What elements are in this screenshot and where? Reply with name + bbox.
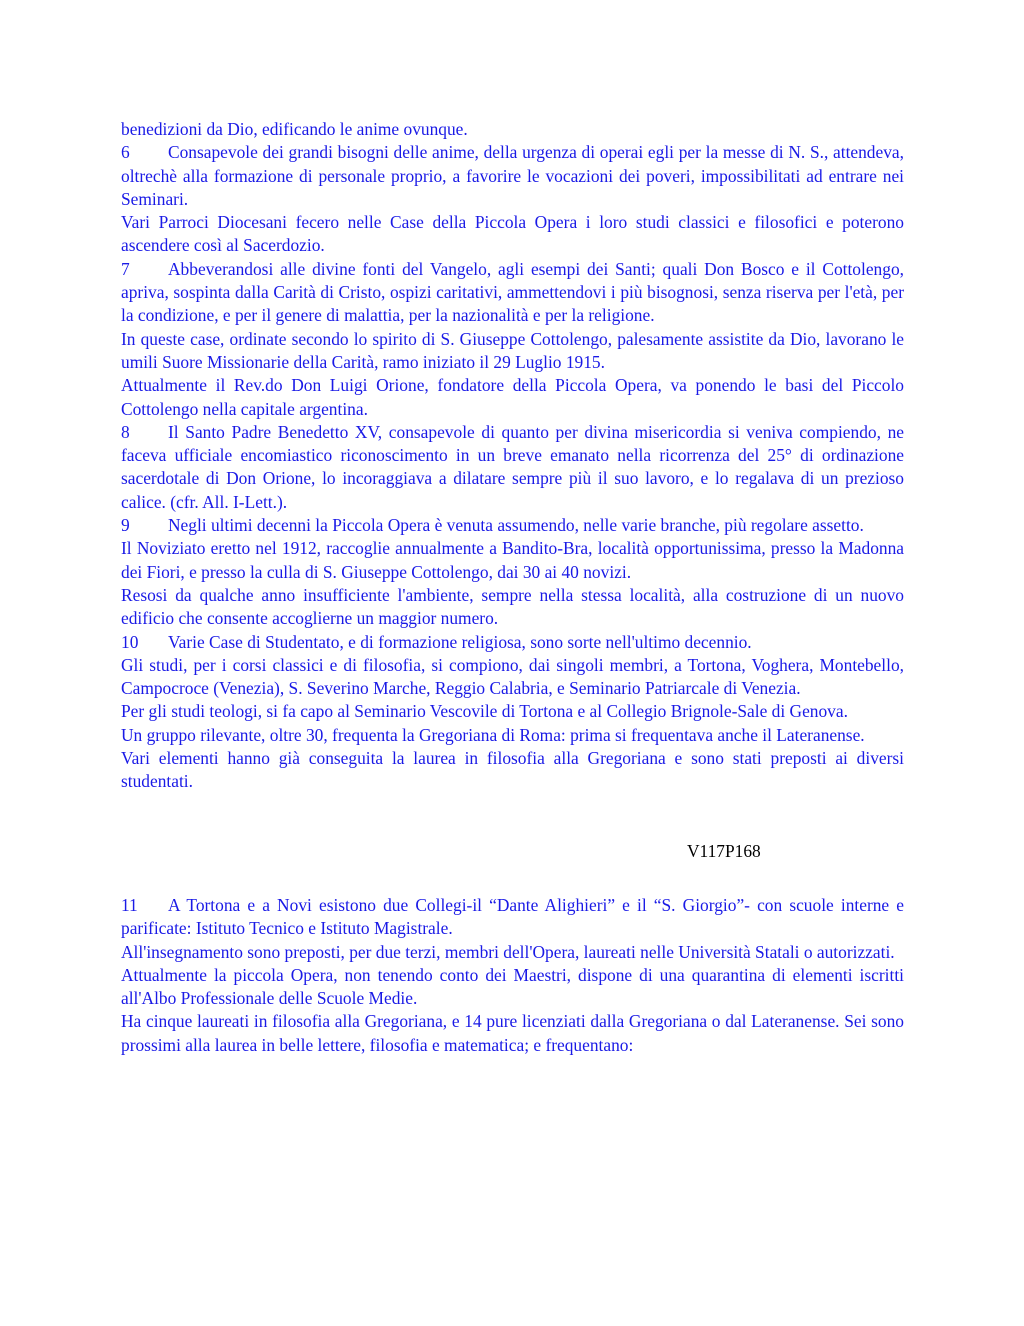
paragraph: [121, 941, 904, 964]
spacer: [121, 794, 904, 840]
paragraph-text: Consapevole dei grandi bisogni delle anime, della urgenza di operai egli per la messe di N. S., attendeva, oltrechè alla formazione di personale proprio, a favorire le vocazioni dei poveri, impossibilitati ad entrare nei Seminari.: [121, 142, 904, 209]
page-marker-text: V117P168: [687, 840, 761, 861]
document-page: [121, 118, 904, 1057]
paragraph-text: Negli ultimi decenni la Piccola Opera è venuta assumendo, nelle varie branche, più regolare assetto.: [168, 515, 864, 536]
paragraph-text: Vari Parroci Diocesani fecero nelle Case della Piccola Opera i loro studi classici e filosofici e poterono ascendere così al Sacerdozio.: [121, 212, 904, 256]
paragraph-text: Per gli studi teologi, si fa capo al Seminario Vescovile di Tortona e al Collegio Brignole-Sale di Genova.: [121, 701, 848, 722]
paragraph: [121, 211, 904, 258]
paragraph: [121, 1010, 904, 1057]
bottom-text-block: [121, 894, 904, 1057]
paragraph: [121, 118, 904, 141]
paragraph: [121, 421, 904, 514]
spacer: [121, 863, 904, 894]
paragraph: [121, 374, 904, 421]
paragraph-text: All'insegnamento sono preposti, per due terzi, membri dell'Opera, laureati nelle Università Statali o autorizzati.: [121, 941, 895, 962]
paragraph: [121, 894, 904, 941]
top-text-block: [121, 118, 904, 794]
paragraph-text: Ha cinque laureati in filosofia alla Gregoriana, e 14 pure licenziati dalla Gregoriana o dal Lateranense. Sei sono prossimi alla laurea in belle lettere, filosofia e matematica; e frequentano:: [121, 1011, 904, 1055]
paragraph-text: Il Noviziato eretto nel 1912, raccoglie annualmente a Bandito-Bra, località opportunissima, presso la Madonna dei Fiori, e presso la culla di S. Giuseppe Cottolengo, dai 30 ai 40 novizi.: [121, 538, 904, 582]
paragraph-text: Il Santo Padre Benedetto XV, consapevole di quanto per divina misericordia si veniva compiendo, ne faceva ufficiale encomiastico riconoscimento in un breve emanato nella ricorrenza del 25° di ordinazione sacerdotale di Don Orione, lo incoraggiava a dilatare sempre più il suo lavoro, e lo regalava di un prezioso calice. (cfr. All. I-Lett.).: [121, 421, 904, 512]
paragraph: [121, 964, 904, 1011]
paragraph-text: Un gruppo rilevante, oltre 30, frequenta la Gregoriana di Roma: prima si frequentava anche il Lateranense.: [121, 724, 865, 745]
paragraph: [121, 631, 904, 654]
paragraph: [121, 700, 904, 723]
paragraph: [121, 724, 904, 747]
paragraph-text: In queste case, ordinate secondo lo spirito di S. Giuseppe Cottolengo, palesamente assistite da Dio, lavorano le umili Suore Missionarie della Carità, ramo iniziato il 29 Luglio 1915.: [121, 328, 904, 372]
paragraph-text: Attualmente la piccola Opera, non tenendo conto dei Maestri, dispone di una quarantina di elementi iscritti all'Albo Professionale delle Scuole Medie.: [121, 964, 904, 1009]
paragraph-text: Attualmente il Rev.do Don Luigi Orione, fondatore della Piccola Opera, va ponendo le basi del Piccolo Cottolengo nella capitale argentina.: [121, 375, 904, 419]
paragraph-text: Varie Case di Studentato, e di formazione religiosa, sono sorte nell'ultimo decennio.: [168, 631, 752, 652]
paragraph-text: Resosi da qualche anno insufficiente l'ambiente, sempre nella stessa località, alla costruzione di un nuovo edificio che consente accoglierne un maggior numero.: [121, 584, 904, 629]
paragraph-text: Abbeverandosi alle divine fonti del Vangelo, agli esempi dei Santi; quali Don Bosco e il Cottolengo, apriva, sospinta dalla Carità di Cristo, ospizi caritativi, ammettendovi i più bisognosi, senza riserva per l'età, per la condizione, e per il genere di malattia, per la nazionalità e per la religione.: [121, 258, 904, 326]
paragraph-number: 7: [121, 258, 130, 279]
paragraph-number: 9: [121, 515, 130, 536]
paragraph: [121, 654, 904, 701]
paragraph: [121, 258, 904, 328]
paragraph: [121, 747, 904, 794]
paragraph-number: 6: [121, 142, 130, 163]
paragraph: [121, 141, 904, 211]
paragraph-number: 10: [121, 631, 139, 652]
paragraph-number: 8: [121, 421, 130, 442]
paragraph: [121, 514, 904, 537]
page-marker: [121, 840, 904, 863]
paragraph: [121, 328, 904, 375]
paragraph-text: A Tortona e a Novi esistono due Collegi-il “Dante Alighieri” e il “S. Giorgio”- con scuole interne e parificate: Istituto Tecnico e Istituto Magistrale.: [121, 894, 904, 939]
paragraph-text: Vari elementi hanno già conseguita la laurea in filosofia alla Gregoriana e sono stati preposti ai diversi studentati.: [121, 748, 904, 792]
paragraph: [121, 584, 904, 631]
paragraph-number: 11: [121, 894, 138, 915]
paragraph: [121, 537, 904, 584]
paragraph-text: Gli studi, per i corsi classici e di filosofia, si compiono, dai singoli membri, a Tortona, Voghera, Montebello, Campocroce (Venezia), S. Severino Marche, Reggio Calabria, e Seminario Patriarcale di Venezia.: [121, 654, 904, 699]
paragraph-text: benedizioni da Dio, edificando le anime ovunque.: [121, 119, 468, 139]
